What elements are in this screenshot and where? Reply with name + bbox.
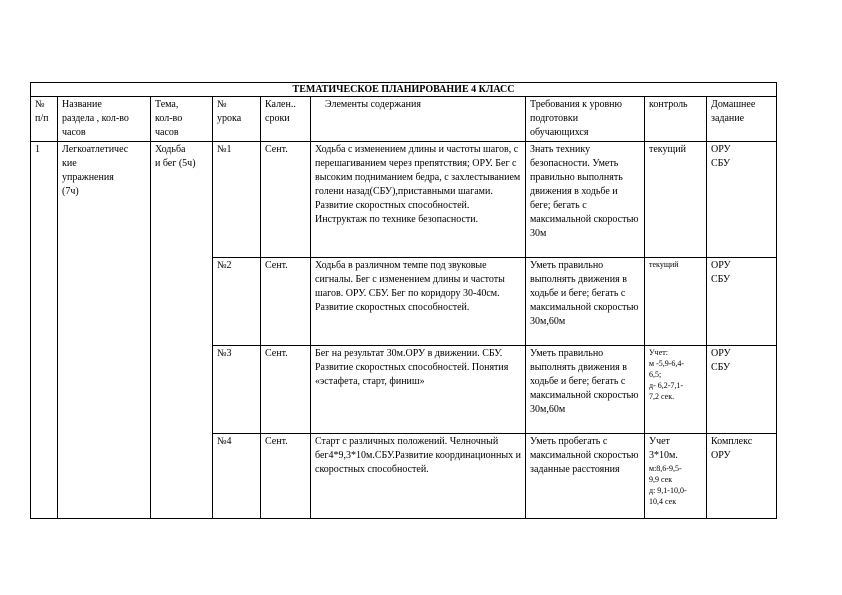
table-row	[31, 142, 777, 258]
lesson-date: Сент.	[261, 434, 311, 519]
lesson-content: Старт с различных положений. Челночный бег4*9,3*10м.СБУ.Развитие координационных и скоростных способностей.	[311, 434, 526, 519]
section-topic: Ходьба и бег (5ч)	[151, 142, 213, 519]
lesson-control: текущий	[645, 142, 707, 258]
header-requirements: Требования к уровню подготовки обучающихся	[526, 97, 645, 142]
lesson-date: Сент.	[261, 346, 311, 434]
header-topic: Тема, кол-во часов	[151, 97, 213, 142]
lesson-homework: ОРУ СБУ	[707, 346, 777, 434]
lesson-requirements: Уметь пробегать с максимальной скоростью заданные расстояния	[526, 434, 645, 519]
lesson-requirements: Знать технику безопасности. Уметь правильно выполнять движения в ходьбе и беге; бегать с максимальной скоростью 30м	[526, 142, 645, 258]
lesson-number: №1	[213, 142, 261, 258]
header-num: № п/п	[31, 97, 58, 142]
lesson-control: Учет: м -5,9-6,4- 6,5; д- 6,2-7,1- 7,2 сек.	[645, 346, 707, 434]
lesson-number: №2	[213, 258, 261, 346]
table-title: ТЕМАТИЧЕСКОЕ ПЛАНИРОВАНИЕ 4 КЛАСС	[31, 83, 777, 97]
lesson-content: Ходьба с изменением длины и частоты шагов, с перешагиванием через препятствия; ОРУ. Бег с высоким подниманием бедра, с захлестыванием голени назад(СБУ),приставными шагами. Развитие скоростных способностей. Инструктаж по технике безопасности.	[311, 142, 526, 258]
lesson-homework: Комплекс ОРУ	[707, 434, 777, 519]
header-row	[31, 97, 777, 142]
lesson-date: Сент.	[261, 142, 311, 258]
section-name: Легкоатлетичес кие упражнения (7ч)	[58, 142, 151, 519]
header-control: контроль	[645, 97, 707, 142]
header-homework: Домашнее задание	[707, 97, 777, 142]
lesson-requirements: Уметь правильно выполнять движения в ходьбе и беге; бегать с максимальной скоростью 30м,60м	[526, 258, 645, 346]
lesson-homework: ОРУ СБУ	[707, 258, 777, 346]
lesson-control	[645, 434, 707, 519]
header-lesson: № урока	[213, 97, 261, 142]
lesson-number: №3	[213, 346, 261, 434]
lesson-date: Сент.	[261, 258, 311, 346]
control-detail: м:8,6-9,5- 9,9 сек д: 9,1-10,0- 10,4 сек	[649, 464, 687, 506]
header-section: Название раздела , кол-во часов	[58, 97, 151, 142]
lesson-content: Бег на результат 30м.ОРУ в движении. СБУ. Развитие скоростных способностей. Понятия «эстафета, старт, финиш»	[311, 346, 526, 434]
control-main: Учет 3*10м.	[649, 436, 678, 461]
thematic-plan-table	[30, 82, 777, 519]
lesson-control: текущий	[645, 258, 707, 346]
section-num: 1	[31, 142, 58, 519]
header-content: Элементы содержания	[311, 97, 526, 142]
lesson-number: №4	[213, 434, 261, 519]
lesson-homework: ОРУ СБУ	[707, 142, 777, 258]
lesson-content: Ходьба в различном темпе под звуковые сигналы. Бег с изменением длины и частоты шагов. ОРУ. СБУ. Бег по коридору 30-40см. Развитие скоростных способностей.	[311, 258, 526, 346]
header-dates: Кален.. сроки	[261, 97, 311, 142]
lesson-requirements: Уметь правильно выполнять движения в ходьбе и беге; бегать с максимальной скоростью 30м,60м	[526, 346, 645, 434]
